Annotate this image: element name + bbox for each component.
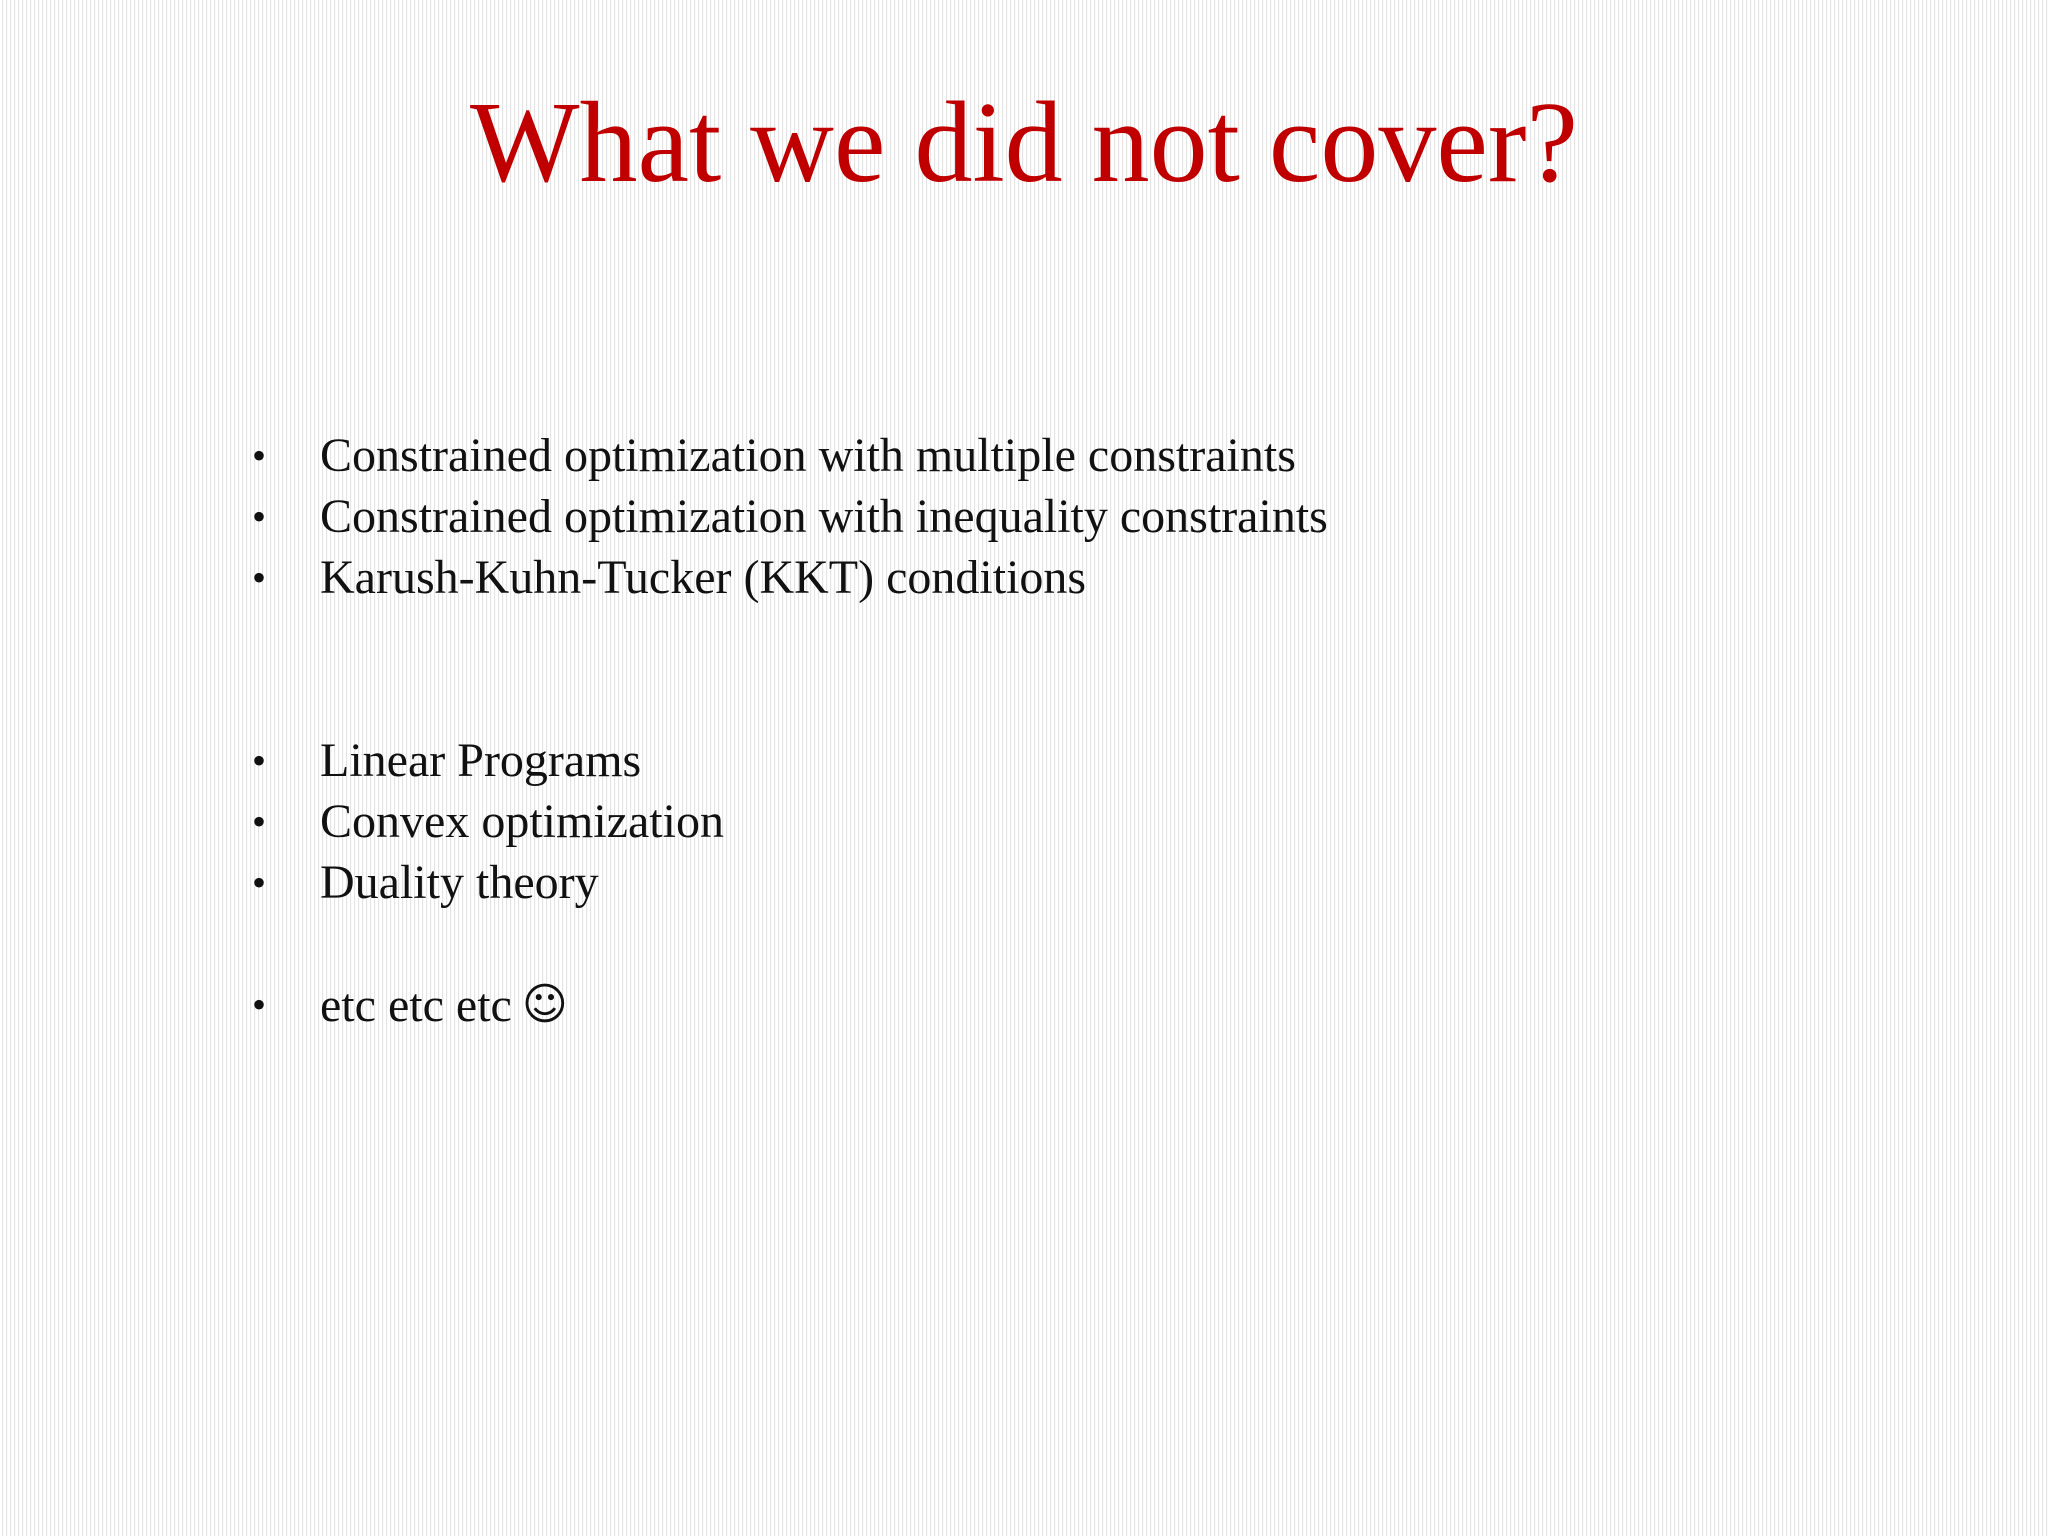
bullet-icon: •: [252, 433, 267, 478]
list-item: [250, 791, 1850, 852]
list-item-text: Duality theory: [320, 856, 599, 909]
bullet-icon: •: [252, 982, 267, 1027]
list-item-text: Convex optimization: [320, 795, 724, 848]
bullet-icon: •: [252, 799, 267, 844]
bullet-icon: •: [252, 555, 267, 600]
bullet-icon: •: [252, 860, 267, 905]
list-item-text: Constrained optimization with multiple constraints: [320, 429, 1296, 482]
slide-title: What we did not cover?: [469, 79, 1578, 207]
smiley-icon: ☺: [521, 979, 568, 1030]
list-item: [250, 486, 1850, 547]
bullet-icon: •: [252, 738, 267, 783]
list-item: [250, 425, 1850, 486]
list-item: [250, 730, 1850, 791]
list-item-text: Constrained optimization with inequality constraints: [320, 490, 1328, 543]
bullet-list: [250, 425, 1850, 1036]
list-item-text: Karush-Kuhn-Tucker (KKT) conditions: [320, 551, 1087, 604]
list-item-text: etc etc etc: [320, 979, 512, 1032]
bullet-icon: •: [252, 494, 267, 539]
list-item: [250, 547, 1850, 608]
list-item: [250, 852, 1850, 913]
list-item: [250, 974, 1850, 1036]
list-item-text: Linear Programs: [320, 734, 642, 787]
